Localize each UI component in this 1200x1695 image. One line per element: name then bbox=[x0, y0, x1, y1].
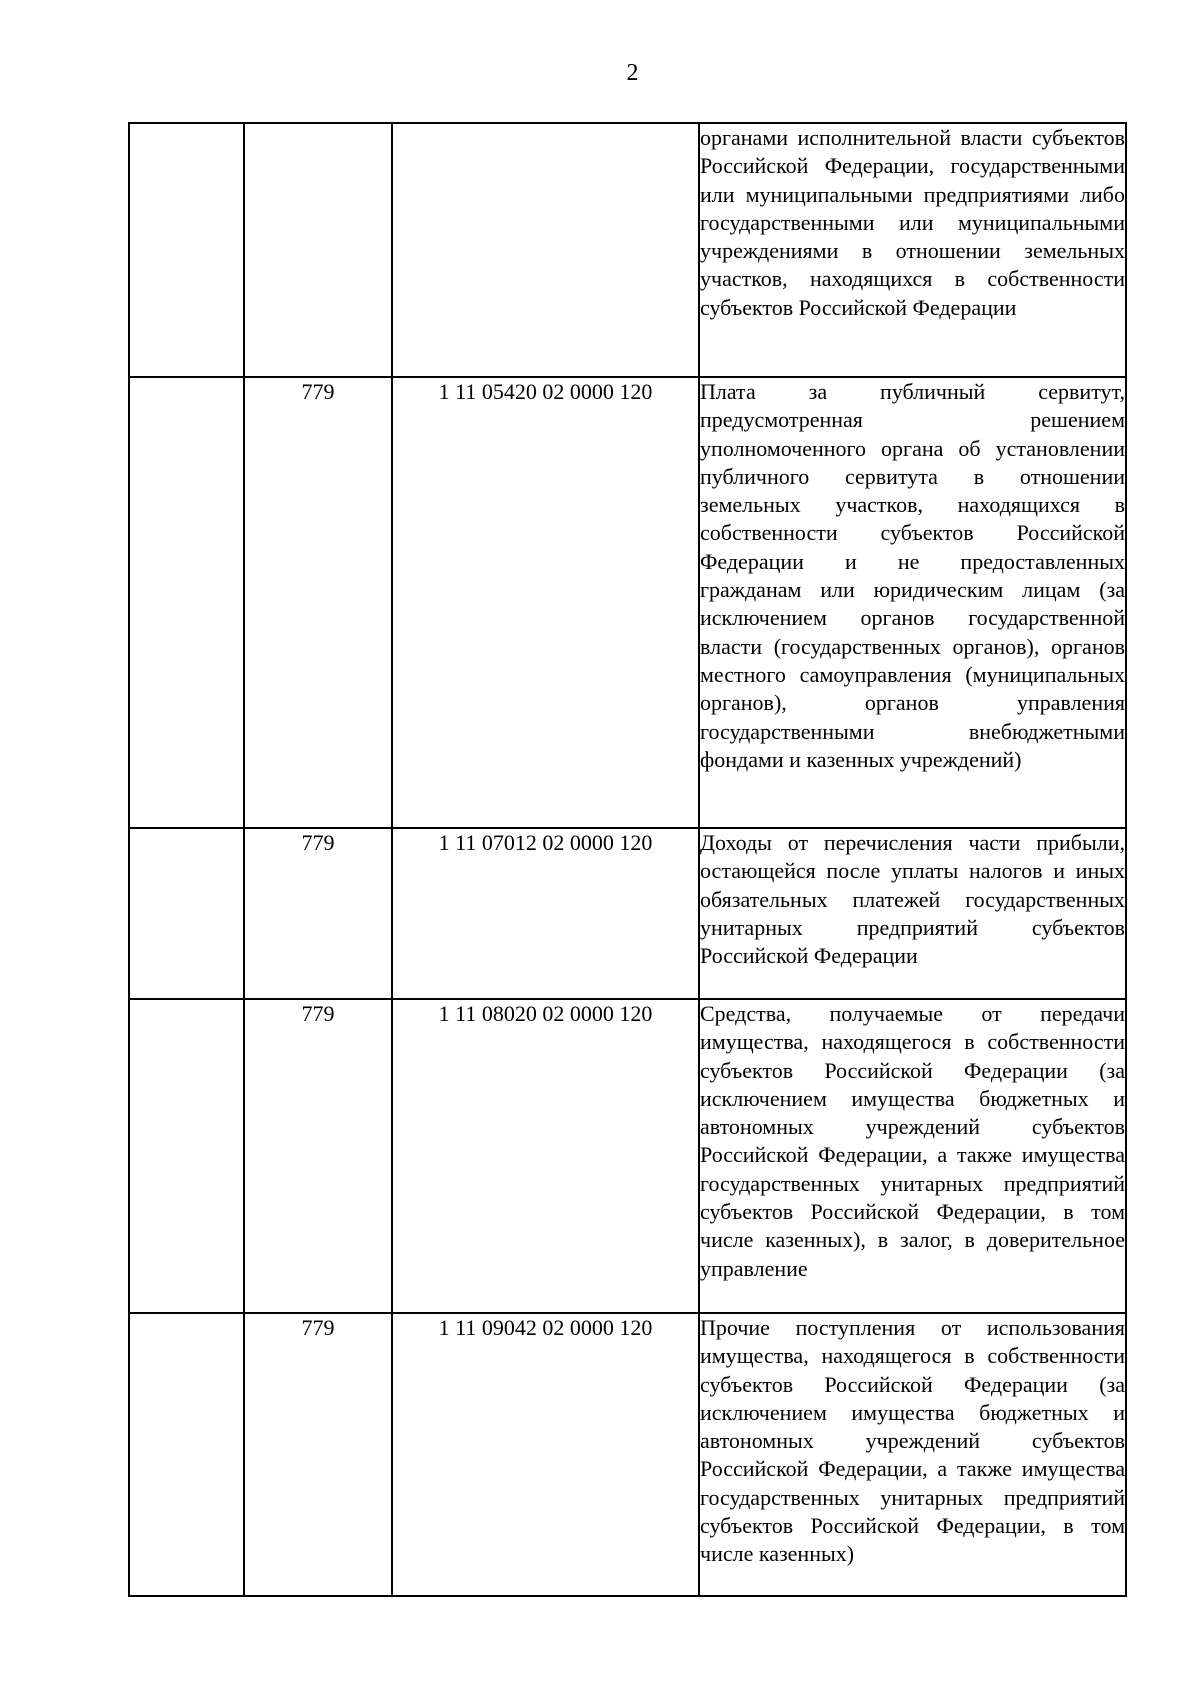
blank-cell bbox=[129, 828, 244, 999]
table-row bbox=[129, 1313, 1126, 1596]
table-row bbox=[129, 828, 1126, 999]
table-row bbox=[129, 377, 1126, 828]
budget-code-cell bbox=[392, 123, 699, 377]
budget-code-cell: 1 11 07012 02 0000 120 bbox=[392, 828, 699, 999]
description-cell: Плата за публичный сервитут, предусмотренная решением уполномоченного органа об установлении публичного сервитута в отношении земельных участков, находящихся в собственности субъектов Российской Федерации и не предоставленных гражданам или юридическим лицам (за исключением органов государственной власти (государственных органов), органов местного самоуправления (муниципальных органов), органов управления государственными внебюджетными фондами и казенных учреждений) bbox=[699, 377, 1126, 828]
budget-code-cell: 1 11 09042 02 0000 120 bbox=[392, 1313, 699, 1596]
revenue-codes-table bbox=[128, 122, 1127, 1597]
blank-cell bbox=[129, 123, 244, 377]
description-cell: органами исполнительной власти субъектов Российской Федерации, государственными или муниципальными предприятиями либо государственными или муниципальными учреждениями в отношении земельных участков, находящихся в собственности субъектов Российской Федерации bbox=[699, 123, 1126, 377]
admin-code-cell: 779 bbox=[244, 999, 392, 1313]
budget-code-cell: 1 11 08020 02 0000 120 bbox=[392, 999, 699, 1313]
description-cell: Средства, получаемые от передачи имущества, находящегося в собственности субъектов Российской Федерации (за исключением имущества бюджетных и автономных учреждений субъектов Российской Федерации, а также имущества государственных унитарных предприятий субъектов Российской Федерации, в том числе казенных), в залог, в доверительное управление bbox=[699, 999, 1126, 1313]
blank-cell bbox=[129, 1313, 244, 1596]
description-cell: Доходы от перечисления части прибыли, остающейся после уплаты налогов и иных обязательных платежей государственных унитарных предприятий субъектов Российской Федерации bbox=[699, 828, 1126, 999]
admin-code-cell bbox=[244, 123, 392, 377]
blank-cell bbox=[129, 377, 244, 828]
admin-code-cell: 779 bbox=[244, 377, 392, 828]
admin-code-cell: 779 bbox=[244, 1313, 392, 1596]
page-number: 2 bbox=[626, 60, 639, 86]
budget-code-cell: 1 11 05420 02 0000 120 bbox=[392, 377, 699, 828]
description-cell: Прочие поступления от использования имущества, находящегося в собственности субъектов Российской Федерации (за исключением имущества бюджетных и автономных учреждений субъектов Российской Федерации, а также имущества государственных унитарных предприятий субъектов Российской Федерации, в том числе казенных) bbox=[699, 1313, 1126, 1596]
table-row bbox=[129, 999, 1126, 1313]
table-row bbox=[129, 123, 1126, 377]
admin-code-cell: 779 bbox=[244, 828, 392, 999]
blank-cell bbox=[129, 999, 244, 1313]
